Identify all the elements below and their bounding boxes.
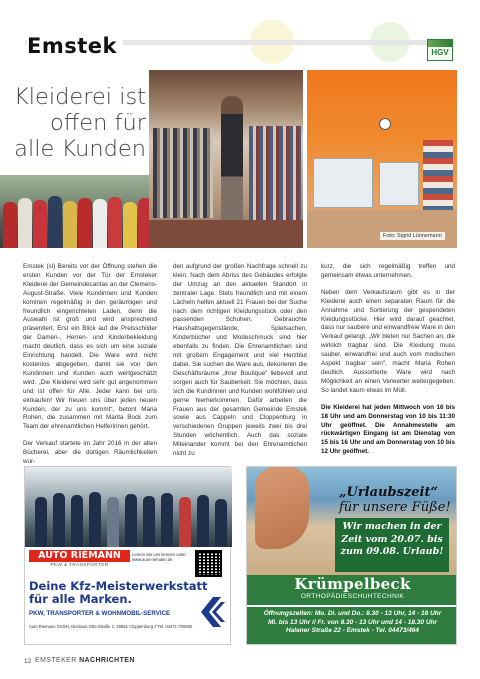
brand-subtitle: ORTHOPÄDIESCHUHTECHNIK: [300, 593, 405, 600]
article-column-3: [321, 263, 455, 465]
person-figure: [63, 201, 77, 248]
clothes-pile: [423, 140, 453, 210]
auto-riemann-logo: AUTO RIEMANN: [29, 550, 130, 562]
ad-services: PKW, TRANSPORTER & WOHNMOBIL-SERVICE: [29, 610, 171, 617]
address-line: Halener Straße 22 - Emstek - Tel. 04473/464: [285, 627, 420, 635]
shelf: [313, 158, 373, 208]
group-photo: [0, 175, 167, 248]
opening-hours: [247, 607, 457, 645]
person-figure: [108, 197, 122, 248]
clothing-rack: [249, 126, 301, 222]
ad-address: Auto Riemann GmbH, Nicolaus-Otto-Straße 2, 49661 Cloppenburg // Tel. 04471-709830: [29, 624, 193, 629]
person-figure: [179, 497, 191, 547]
ad-headline: Deine Kfz-Meisterwerkstatt für alle Marken.: [29, 579, 208, 606]
helper-figure: [221, 96, 243, 226]
person-figure: [48, 196, 62, 248]
ad-tagline: „Urlaubszeit“: [339, 485, 438, 500]
clothing-rack: [153, 128, 213, 218]
person-figure: [71, 495, 83, 547]
person-figure: [3, 202, 17, 248]
vacation-notice: Wir machen in der Zeit vom 20.07. bis zum 09.08. Urlaub!: [335, 518, 449, 572]
brand-name: Krümpelbeck: [294, 575, 411, 593]
person-figure: [78, 198, 92, 248]
person-figure: [161, 493, 173, 547]
page-number: 12: [24, 658, 32, 665]
auto-riemann-sublogo: PKW & TRANSPORTER: [50, 563, 109, 568]
article-paragraph: Emstek (sl) Bereits vor der Öffnung stehen die ersten Kunden vor der Tür der Emsteker Kleiderei der Gemeindecaritas an der Clemens-August-Straße. Viele Kundinnen und Kunden kommen regelmäßig in den geräumigen und freundlich eingerichteten Laden, denn die Auswahl ist groß und wird ansprechend präsentiert. Erst ein Blick auf die Preisschilder der Damen-, Herren- und Kinderbekleidung macht deutlich, dass es sich um eine soziale Einrichtung handelt. Die Ware wird nicht kostenlos abgegeben, damit sie von den Kundinnen und Kunden auch wertgeschätzt wird. „Die Kleiderei wird sehr gut angenommen und ist offen für Alle. Jeder kann bei uns einkaufen! Wir freuen uns über jeden neuen Kunden, der zu uns kommt“, betont Maria Rohen, die zusammen mit Marita Bock zum Team der ehrenamtlichen Helferinnen gehört.: [23, 263, 157, 431]
article-column-2: [173, 263, 307, 467]
article-paragraph: Neben dem Verkaufsraum gibt es in der Kleiderei auch einen separaten Raum für die Annahme und Sortierung der gespendeten Kleidungsstücke. Hier wird darauf geachtet, dass nur saubere und einwandfreie Ware in den Verkauf gelangt. „Wir bieten nur Sachen an, die wirklich tragbar sind. Die Kleidung muss sauber, einwandfrei und auch vom modischen Aspekt tragbar sein“, macht Maria Rohen deutlich. Aussortierte Ware wird nach Möglichkeit an einen Verwerter weitergegeben. So landet kaum etwas im Müll.: [321, 288, 455, 394]
photo-credit: Foto: Sigrid Lünnemann: [380, 232, 445, 240]
person-figure: [89, 492, 101, 547]
shop-interior-photo: [149, 70, 303, 248]
magazine-prefix: EMSTEKER: [35, 657, 77, 664]
person-figure: [123, 202, 137, 248]
kruempelbeck-ad[interactable]: [246, 466, 457, 645]
floor: [149, 220, 303, 248]
article-column-1: [23, 263, 157, 475]
person-figure: [53, 493, 65, 547]
page-section-title: Emstek: [27, 34, 123, 58]
hours-line: Mi. bis 13 Uhr // Fr. von 8.30 - 13 Uhr und 14 - 18.30 Uhr: [267, 618, 438, 626]
article-paragraph: den aufgrund der großen Nachfrage schnell zu klein. Nach dem Abriss des Gebäudes erfolgte der Umzug an den aktuellen Standort in zentraler Lage. Stets freundlich und mit einem Lächeln helfen aktuell 21 Frauen bei der Suche nach dem richtigen Kleidungsstück oder den passenden Schuhen. Gebrauchte Haushaltsgegenstände, Spielsachen, Kinderbücher und Modeschmuck sind hier ebenfalls zu finden. Die Ehrenamtlichen sind mit großem Engagement und viel Herzblut dabei. Sie suchen die Ware aus, dekorieren die Geschäftsräume „ihrer Boutique“ liebevoll und sorgen auch für Sauberkeit. Sie möchten, dass sich die Kundinnen und Kunden wohlfühlen und gerne hierherkommen. Dafür arbeiten die Frauen aus der gesamten Gemeinde Emstek sowie aus Cappeln und Cloppenburg in verschiedenen Gruppen jeweils zwei bis drei Stunden wöchentlich. Auch das soziale Miteinander kommt bei den Ehrenamtlichen nicht zu: [173, 263, 307, 458]
magazine-name: [35, 657, 135, 664]
shelf: [379, 162, 419, 206]
person-figure: [197, 495, 209, 547]
floor: [307, 210, 457, 248]
article-paragraph: kurz, die sich regelmäßig treffen und gemeinsam etwas unternehmen.: [321, 263, 455, 279]
person-figure: [35, 497, 47, 547]
wall-clock: [379, 118, 391, 130]
hgv-logo: [427, 39, 453, 61]
hours-line: Öffnungszeiten: Mo. Di. und Do.: 8.30 - 13 Uhr, 14 - 18 Uhr: [263, 610, 442, 617]
article-paragraph: Der Verkauf startete im Jahr 2016 in der alten Bücherei, aber die dortigen Räumlichkeiten wur-: [23, 440, 157, 466]
person-figure: [215, 499, 227, 547]
person-figure: [125, 494, 137, 547]
person-figure: [18, 198, 32, 248]
hgv-logo-text: HGV: [431, 48, 449, 57]
sorting-room-photo: [307, 70, 457, 248]
leaf-icon: [428, 40, 452, 47]
website-note[interactable]: Lernen Sie uns kennen unter: www.auto-riemann.de: [132, 552, 187, 563]
foot-illustration: [255, 467, 309, 549]
opening-hours-text: Die Kleiderei hat jeden Mittwoch von 16 bis 18 Uhr und am Donnerstag von 10 bis 11:30 Uhr geöffnet. Die Annahmestelle am rückwärtigen Eingang ist am Dienstag von 15 bis 16 Uhr und am Donnerstag von 10 bis 12 Uhr geöffnet.: [321, 403, 455, 456]
person-figure: [33, 200, 47, 248]
opening-hours-paragraph: [321, 404, 455, 457]
person-figure: [143, 496, 155, 547]
ad-tagline: für unsere Füße!: [339, 500, 451, 515]
person-figure: [107, 497, 119, 547]
article-headline: Kleiderei ist offen für alle Kunden: [13, 84, 146, 162]
magazine-suffix: NACHRICHTEN: [79, 657, 135, 664]
qr-code-icon[interactable]: [195, 550, 222, 577]
chevron-left-icon: [199, 597, 225, 627]
person-figure: [93, 199, 107, 248]
kruempelbeck-logo: [247, 575, 457, 605]
team-photo: [25, 467, 232, 547]
auto-riemann-ad[interactable]: [24, 466, 231, 645]
